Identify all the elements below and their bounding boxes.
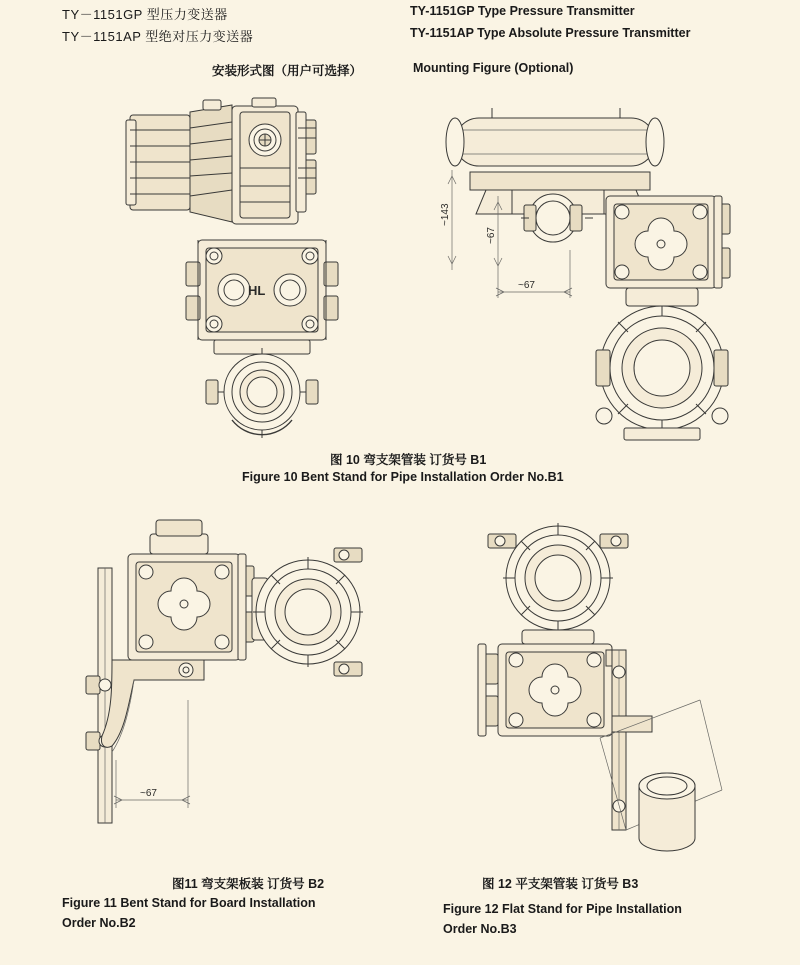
figure-10-caption-chinese: 图 10 弯支架管装 订货号 B1 bbox=[330, 453, 487, 467]
figure-11-caption-chinese: 图11 弯支架板装 订货号 B2 bbox=[172, 877, 325, 891]
dimension-143: ~143 bbox=[440, 203, 451, 226]
figure-10-caption-english: Figure 10 Bent Stand for Pipe Installation Order No.B1 bbox=[242, 470, 564, 484]
header-english-line-1: TY-1151GP Type Pressure Transmitter bbox=[410, 4, 635, 18]
header-chinese-line-2: TY－1151AP 型绝对压力变送器 bbox=[62, 29, 254, 44]
dimension-67-vertical: ~67 bbox=[486, 227, 497, 244]
figure-12-caption-english-line-2: Order No.B3 bbox=[443, 922, 517, 936]
figure-12-caption-english-line-1: Figure 12 Flat Stand for Pipe Installation bbox=[443, 902, 682, 916]
header-english-line-2: TY-1151AP Type Absolute Pressure Transmitter bbox=[410, 26, 691, 40]
subtitle-chinese: 安装形式图（用户可选择） bbox=[212, 64, 363, 78]
figure-11-caption-english-line-1: Figure 11 Bent Stand for Board Installation bbox=[62, 896, 316, 910]
hl-marking: HL bbox=[248, 283, 266, 298]
figure-11-caption-english-line-2: Order No.B2 bbox=[62, 916, 136, 930]
header-chinese-line-1: TY－1151GP 型压力变送器 bbox=[62, 7, 228, 22]
dimension-67-fig11-label: ~67 bbox=[140, 788, 157, 799]
figure-12-caption-chinese: 图 12 平支架管装 订货号 B3 bbox=[482, 877, 639, 891]
dimension-67-horizontal: ~67 bbox=[518, 280, 535, 291]
transmitter-body-fig12 bbox=[478, 644, 612, 736]
round-housing-fig12 bbox=[488, 523, 628, 644]
subtitle-english: Mounting Figure (Optional) bbox=[413, 61, 574, 75]
